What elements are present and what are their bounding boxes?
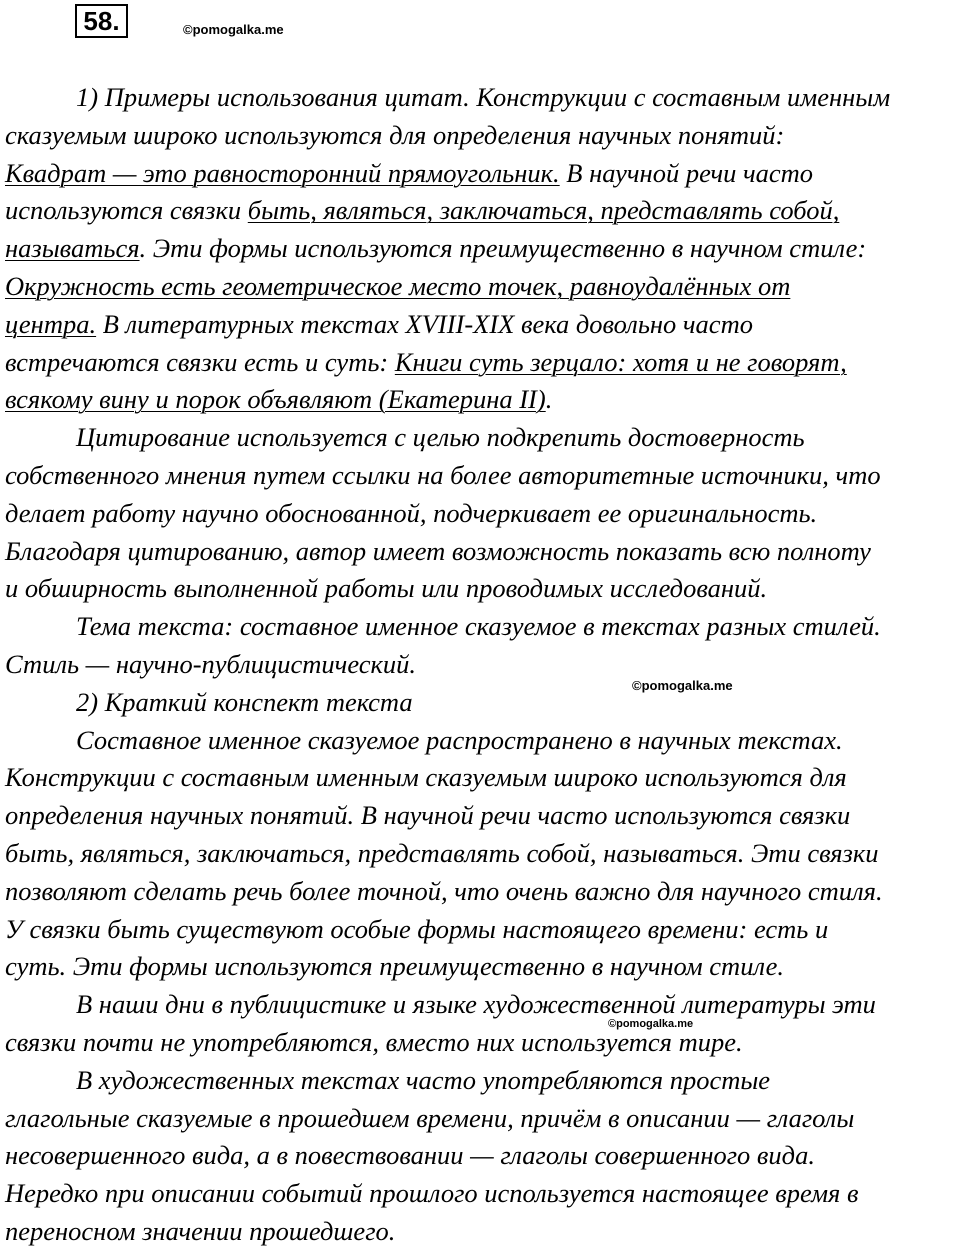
body-text: [5, 79, 960, 1251]
text-line: сказуемым широко используются для определения научных понятий:: [5, 119, 785, 150]
text-line: быть, являться, заключаться, представлять собой, называться. Эти связки: [5, 837, 879, 868]
text-line: Квадрат — это равносторонний прямоугольник. В научной речи часто: [5, 157, 814, 188]
underlined-quote: Квадрат — это равносторонний прямоугольник.: [5, 157, 560, 188]
text-line: суть. Эти формы используются преимущественно в научном стиле.: [5, 951, 785, 982]
task-number: 58.: [75, 4, 128, 38]
text-line: и обширность выполненной работы или проводимых исследований.: [5, 573, 768, 604]
text-line: глагольные сказуемые в прошедшем времени, причём в описании — глаголы: [5, 1102, 855, 1133]
text-line: Конструкции с составным именным сказуемым широко используются для: [5, 762, 847, 793]
text-line: используются связки быть, являться, заключаться, представлять собой,: [5, 195, 840, 226]
text-line: [5, 268, 960, 306]
text-line: В наши дни в публицистике и языке художественной литературы эти: [76, 989, 876, 1020]
underlined-quote: Окружность есть геометрическое место точек, равноудалённых от: [5, 270, 791, 301]
underlined-quote: всякому вину и порок объявляют (Екатерина II): [5, 384, 546, 415]
text-line: делает работу научно обоснованной, подчеркивает ее оригинальность.: [5, 497, 818, 528]
watermark: ©pomogalka.me: [608, 1018, 694, 1030]
text-line: У связки быть существуют особые формы настоящего времени: есть и: [5, 913, 829, 944]
text-line: определения научных понятий. В научной речи часто используются связки: [5, 800, 851, 831]
text-line: Благодаря цитированию, автор имеет возможность показать всю полноту: [5, 535, 871, 566]
text-line: Составное именное сказуемое распространено в научных текстах.: [76, 724, 843, 755]
underlined-quote: называться: [5, 233, 140, 264]
watermark: ©pomogalka.me: [183, 22, 284, 37]
text-line: всякому вину и порок объявляют (Екатерина II).: [5, 384, 553, 415]
text-line: позволяют сделать речь более точной, что очень важно для научного стиля.: [5, 875, 883, 906]
text-line: собственного мнения путем ссылки на более авторитетные источники, что: [5, 459, 881, 490]
text-line: 1) Примеры использования цитат. Конструкции с составным именным: [76, 82, 891, 112]
text-line: Цитирование используется с целью подкрепить достоверность: [76, 422, 805, 453]
text-line: Тема текста: составное именное сказуемое в текстах разных стилей.: [76, 611, 881, 642]
text-line: переносном значении прошедшего.: [5, 1215, 396, 1246]
text-line: связки почти не употребляются, вместо них используется тире.: [5, 1026, 743, 1057]
text-line: В художественных текстах часто употребляются простые: [76, 1064, 771, 1095]
underlined-quote: центра.: [5, 308, 97, 339]
text-line: центра. В литературных текстах XVIII-XIX века довольно часто: [5, 308, 753, 339]
underlined-quote: быть, являться, заключаться, представлять собой,: [247, 195, 840, 226]
text-line: Стиль — научно-публицистический.: [5, 648, 417, 679]
underlined-quote: Книги суть зерцало: хотя и не говорят,: [394, 346, 847, 377]
text-line: несовершенного вида, а в повествовании — глаголы совершенного вида.: [5, 1140, 815, 1171]
text-line: встречаются связки есть и суть: Книги суть зерцало: хотя и не говорят,: [5, 346, 847, 377]
watermark: ©pomogalka.me: [632, 678, 733, 693]
text-line: называться. Эти формы используются преимущественно в научном стиле:: [5, 233, 867, 264]
text-line: Нередко при описании событий прошлого используется настоящее время в: [5, 1178, 859, 1209]
text-line: 2) Краткий конспект текста: [76, 686, 413, 717]
